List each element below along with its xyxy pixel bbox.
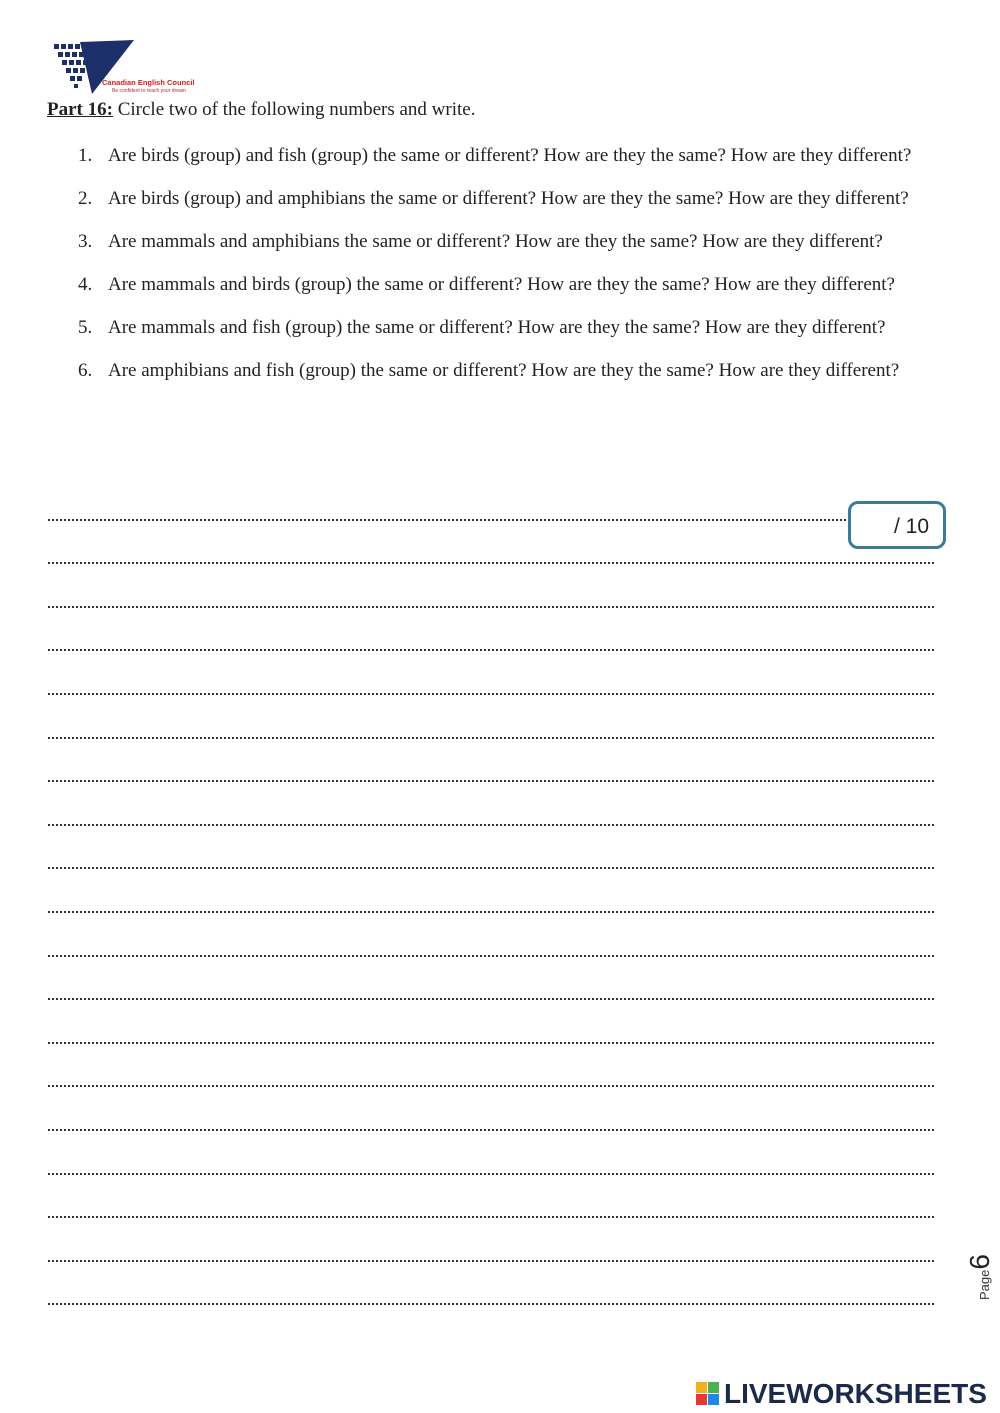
answer-line[interactable] — [48, 1068, 934, 1112]
page-label: Page — [977, 1269, 992, 1300]
answer-line[interactable] — [48, 501, 934, 545]
question-item[interactable] — [78, 315, 953, 341]
liveworksheets-brand — [696, 1378, 996, 1410]
answer-line[interactable] — [48, 893, 934, 937]
answer-line[interactable] — [48, 850, 934, 894]
question-item[interactable] — [78, 358, 953, 384]
answer-line[interactable] — [48, 675, 934, 719]
answer-line[interactable] — [48, 1199, 934, 1243]
answer-line[interactable] — [48, 937, 934, 981]
question-item[interactable] — [78, 143, 953, 169]
question-number: 5. — [78, 317, 93, 338]
question-text: Are birds (group) and amphibians the same or different? How are they the same? How are they different? — [108, 188, 909, 209]
page-number-value: 6 — [964, 1254, 995, 1270]
instruction — [47, 99, 475, 121]
liveworksheets-logo-icon — [696, 1382, 720, 1406]
answer-line[interactable] — [48, 981, 934, 1025]
question-text: Are birds (group) and fish (group) the same or different? How are they the same? How are they different? — [108, 145, 912, 166]
council-logo — [52, 40, 212, 98]
question-number: 3. — [78, 231, 93, 252]
question-text: Are mammals and fish (group) the same or different? How are they the same? How are they different? — [108, 317, 886, 338]
question-item[interactable] — [78, 229, 953, 255]
score-box[interactable] — [848, 501, 946, 549]
question-list — [78, 143, 953, 401]
score-text: / 10 — [893, 515, 929, 538]
question-item[interactable] — [78, 186, 953, 212]
question-number: 1. — [78, 145, 93, 166]
answer-line[interactable] — [48, 1024, 934, 1068]
answer-line[interactable] — [48, 545, 934, 589]
part-label: Part 16: — [47, 99, 113, 120]
page-number — [964, 1250, 1000, 1300]
answer-line[interactable] — [48, 1155, 934, 1199]
answer-area[interactable] — [48, 501, 934, 1329]
question-text: Are mammals and birds (group) the same or different? How are they the same? How are they different? — [108, 274, 895, 295]
answer-line[interactable] — [48, 632, 934, 676]
answer-line[interactable] — [48, 1242, 934, 1286]
logo-name: Canadian English Council — [102, 78, 195, 87]
answer-line[interactable] — [48, 763, 934, 807]
answer-line[interactable] — [48, 719, 934, 763]
question-item[interactable] — [78, 272, 953, 298]
question-text: Are amphibians and fish (group) the same or different? How are they the same? How are they different? — [108, 360, 900, 381]
answer-line[interactable] — [48, 1286, 934, 1330]
answer-line[interactable] — [48, 588, 934, 632]
brand-text: LIVEWORKSHEETS — [724, 1378, 987, 1409]
question-number: 2. — [78, 188, 93, 209]
logo-tagline: Be confident to reach your dream — [112, 88, 186, 94]
question-number: 6. — [78, 360, 93, 381]
answer-line[interactable] — [48, 806, 934, 850]
question-number: 4. — [78, 274, 93, 295]
answer-line[interactable] — [48, 1111, 934, 1155]
instruction-text: Circle two of the following numbers and write. — [112, 99, 476, 120]
question-text: Are mammals and amphibians the same or different? How are they the same? How are they different? — [108, 231, 883, 252]
